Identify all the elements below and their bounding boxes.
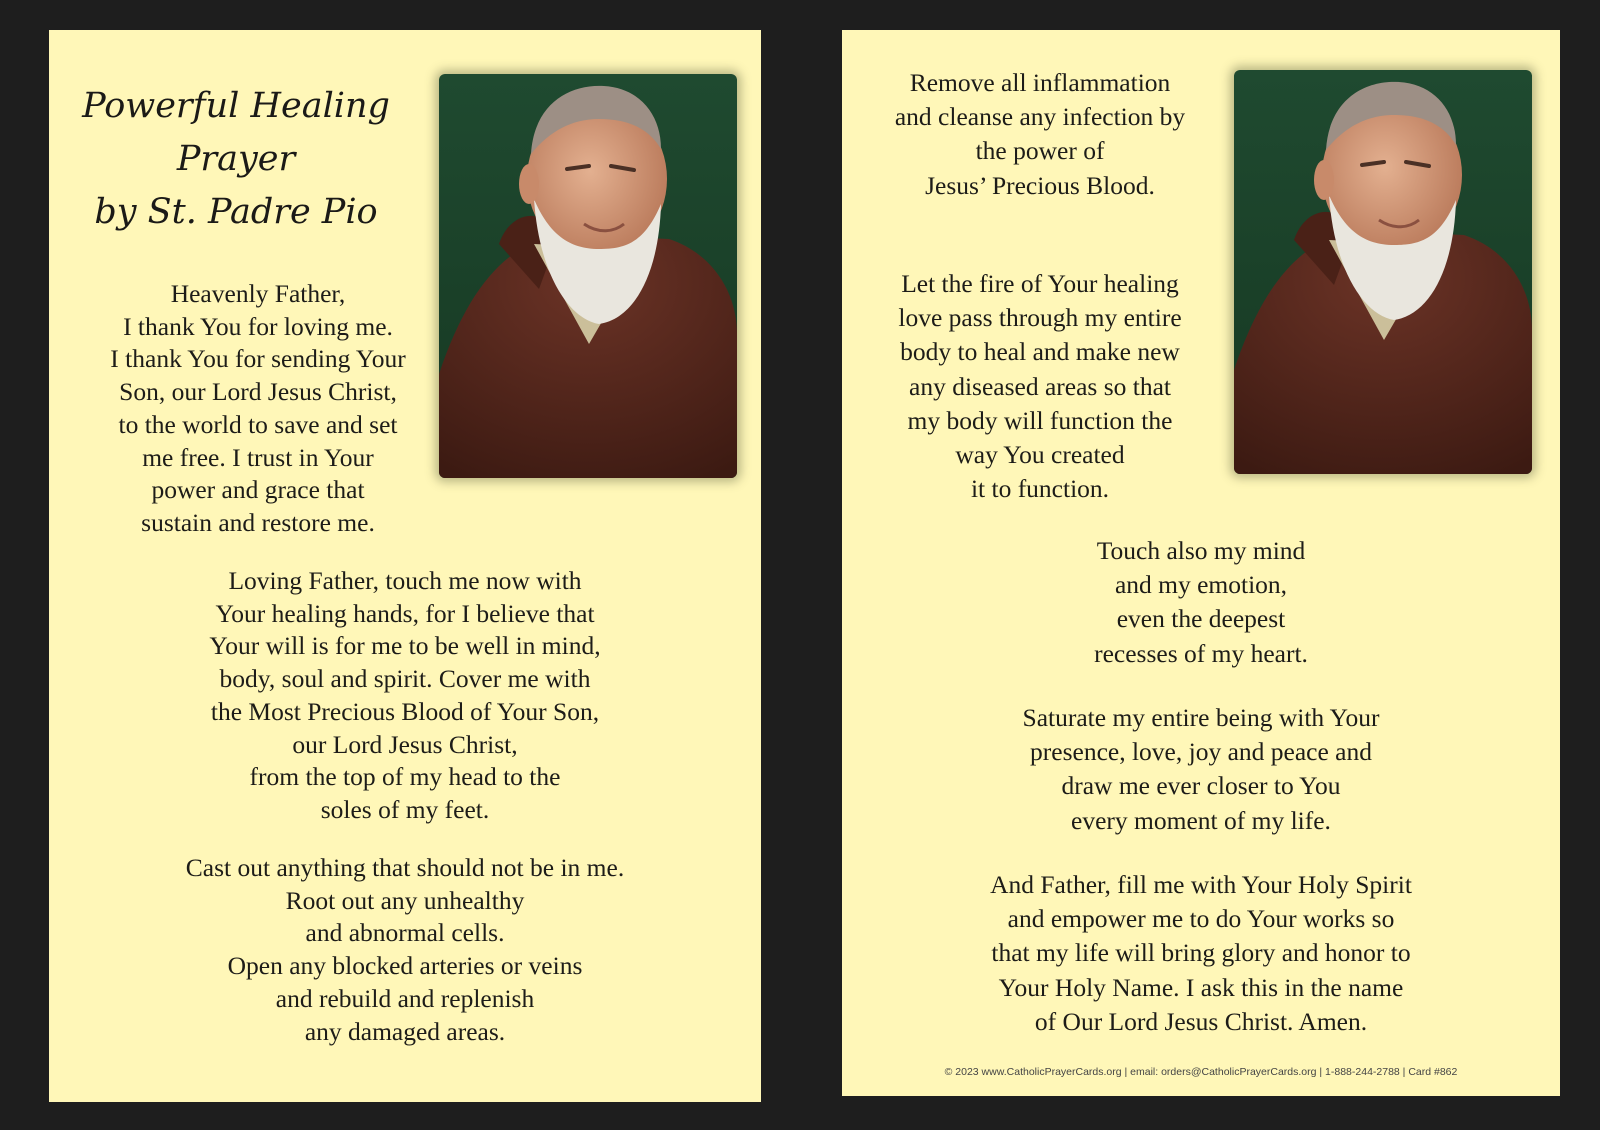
- prayer-paragraph: [69, 565, 741, 827]
- prayer-line: any diseased areas so that: [909, 371, 1171, 401]
- padre-pio-portrait-icon: [439, 74, 737, 478]
- prayer-line: Root out any unhealthy: [285, 885, 525, 915]
- prayer-line: power and grace that: [151, 475, 365, 505]
- title-line: Powerful Healing: [82, 86, 390, 126]
- prayer-line: recesses of my heart.: [1094, 638, 1308, 668]
- prayer-line: Saturate my entire being with Your: [1022, 703, 1380, 732]
- prayer-line: love pass through my entire: [898, 303, 1182, 333]
- prayer-line: presence, love, joy and peace and: [1030, 737, 1372, 767]
- prayer-line: every moment of my life.: [1071, 805, 1331, 835]
- prayer-line: I thank You for sending Your: [110, 344, 406, 374]
- prayer-paragraph: [860, 66, 1220, 203]
- prayer-line: me free. I trust in Your: [142, 442, 374, 472]
- prayer-line: and cleanse any infection by: [894, 102, 1186, 132]
- title-line: Prayer: [176, 139, 296, 179]
- prayer-line: Jesus’ Precious Blood.: [925, 170, 1155, 200]
- prayer-card-front: [49, 30, 761, 1102]
- prayer-line: the power of: [975, 136, 1105, 166]
- prayer-paragraph: [860, 868, 1542, 1039]
- prayer-line: that my life will bring glory and honor to: [991, 938, 1411, 968]
- prayer-line: Remove all inflammation: [909, 68, 1171, 97]
- prayer-line: and abnormal cells.: [305, 918, 505, 948]
- prayer-line: Loving Father, touch me now with: [228, 566, 582, 595]
- prayer-line: Open any blocked arteries or veins: [227, 951, 583, 981]
- prayer-line: and empower me to do Your works so: [1007, 904, 1395, 934]
- card-footer-copyright: © 2023 www.CatholicPrayerCards.org | email: orders@CatholicPrayerCards.org | 1-888-244-2788 | Card #862: [944, 1066, 1458, 1078]
- prayer-line: body to heal and make new: [900, 337, 1180, 367]
- prayer-line: our Lord Jesus Christ,: [292, 729, 518, 759]
- prayer-card-back: [842, 30, 1560, 1096]
- prayer-line: Your will is for me to be well in mind,: [209, 631, 601, 661]
- prayer-line: of Our Lord Jesus Christ. Amen.: [1034, 1006, 1368, 1036]
- card-title: [71, 80, 401, 239]
- prayer-paragraph: [860, 267, 1220, 506]
- prayer-line: any damaged areas.: [304, 1016, 506, 1046]
- padre-pio-portrait-icon: [1234, 70, 1532, 474]
- prayer-line: Touch also my mind: [1096, 536, 1306, 565]
- prayer-line: and my emotion,: [1114, 570, 1288, 600]
- prayer-paragraph: [69, 852, 741, 1048]
- prayer-line: from the top of my head to the: [249, 762, 561, 792]
- prayer-line: way You created: [955, 440, 1125, 470]
- prayer-paragraph: [860, 701, 1542, 838]
- prayer-line: Cast out anything that should not be in me.: [185, 853, 625, 882]
- prayer-line: sustain and restore me.: [141, 507, 375, 537]
- prayer-line: it to function.: [970, 474, 1110, 504]
- prayer-paragraph: [860, 534, 1542, 671]
- prayer-line: the Most Precious Blood of Your Son,: [210, 696, 600, 726]
- title-line: by St. Padre Pio: [94, 192, 378, 232]
- prayer-line: Son, our Lord Jesus Christ,: [119, 377, 397, 407]
- prayer-line: and rebuild and replenish: [275, 983, 535, 1013]
- prayer-line: soles of my feet.: [320, 794, 490, 824]
- prayer-line: to the world to save and set: [118, 409, 398, 439]
- prayer-line: my body will function the: [907, 405, 1173, 435]
- prayer-line: even the deepest: [1116, 604, 1286, 634]
- prayer-line: And Father, fill me with Your Holy Spirit: [990, 870, 1412, 899]
- prayer-line: Heavenly Father,: [170, 279, 346, 308]
- prayer-line: draw me ever closer to You: [1061, 771, 1341, 801]
- prayer-line: body, soul and spirit. Cover me with: [219, 664, 591, 694]
- prayer-line: Let the fire of Your healing: [901, 269, 1179, 298]
- prayer-paragraph: [93, 278, 423, 540]
- prayer-line: I thank You for loving me.: [123, 311, 393, 341]
- prayer-line: Your Holy Name. I ask this in the name: [998, 972, 1404, 1002]
- prayer-line: Your healing hands, for I believe that: [215, 598, 595, 628]
